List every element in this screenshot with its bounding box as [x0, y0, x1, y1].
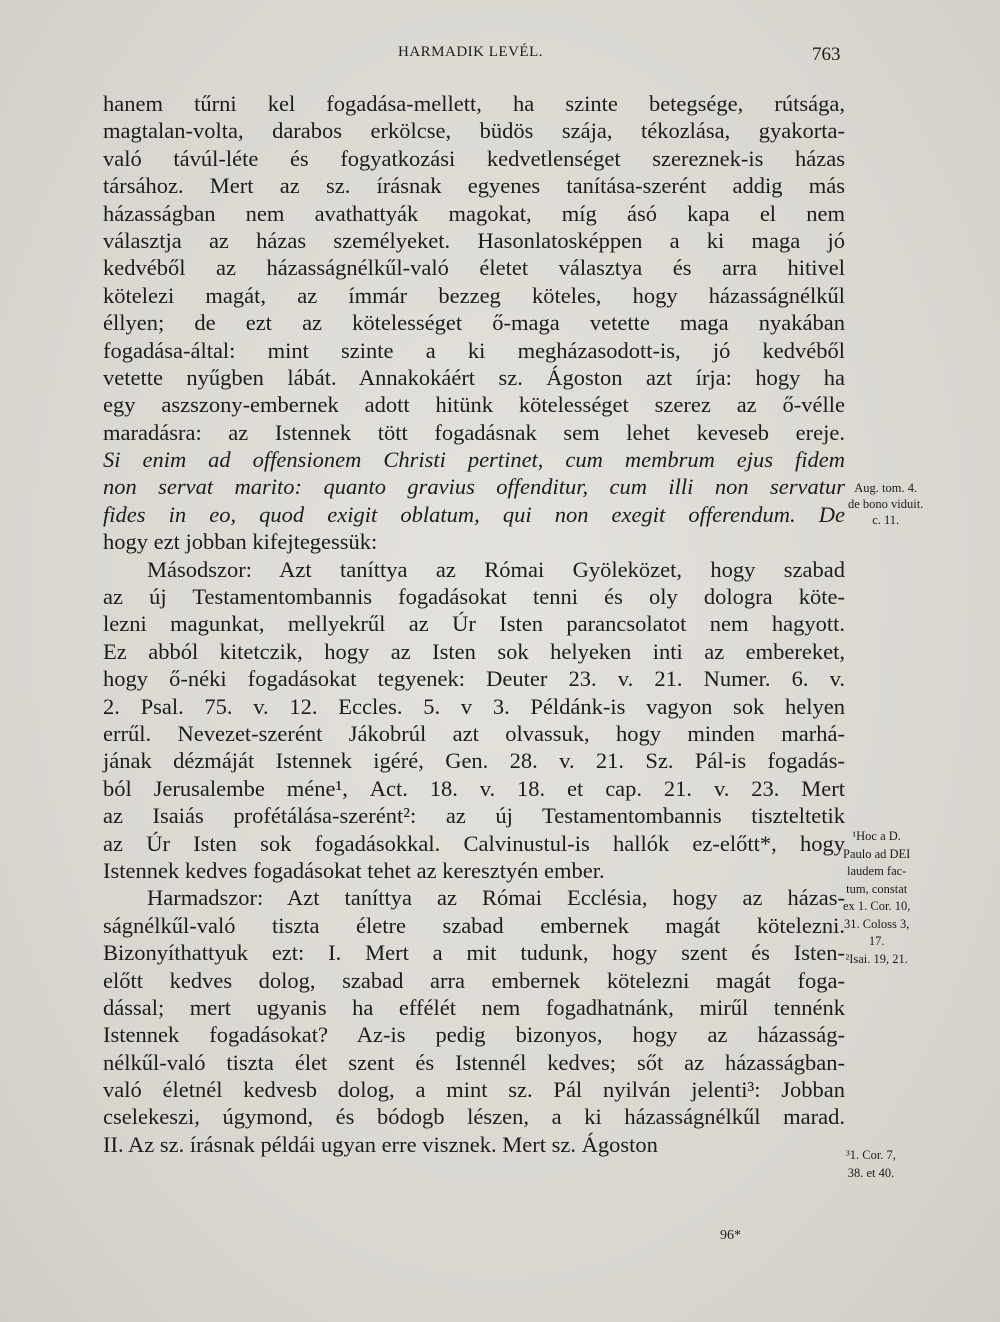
- text-line: jának dézmáját Istennek igéré, Gen. 28. v. 21. Sz. Pál-is fogadás-: [103, 748, 845, 774]
- text-line: kötelezi magát, az ímmár bezzeg köteles, hogy házasságnélkűl: [103, 282, 845, 308]
- text-line: az Isaiás profétálása-szerént²: az új Testamentombannis tiszteltetik: [103, 803, 845, 829]
- text-line: ból Jerusalembe ménе¹, Act. 18. v. 18. et cap. 21. v. 23. Mert: [103, 775, 845, 801]
- text-line: házasságban nem avathattyák magokat, míg ásó kapa el nem: [103, 200, 845, 226]
- text-line: Istennek fogadásokat? Az-is pedig bizonyos, hogy az házasság-: [103, 1022, 845, 1048]
- text-line: hogy ő-néki fogadásokat tegyenek: Deuter 23. v. 21. Numer. 6. v.: [103, 666, 845, 692]
- text-line: az Úr Isten sok fogadásokkal. Calvinustul-is hallók ez-előtt*, hogy: [103, 830, 845, 856]
- text-line: 2. Psal. 75. v. 12. Eccles. 5. v 3. Példánk-is vagyon sok helyen: [103, 693, 845, 719]
- text-line: magtalan-volta, darabos erkölcse, büdös szája, tékozlása, gyakorta-: [103, 118, 845, 144]
- margin-note-line: Aug. tom. 4.: [854, 481, 918, 495]
- text-line: hanem tűrni kel fogadása-mellett, ha szinte betegsége, rútsága,: [103, 91, 845, 116]
- margin-note-line: 31. Coloss 3,: [844, 916, 910, 931]
- margin-note-augustine: [848, 480, 923, 528]
- margin-note-line: ³1. Cor. 7,: [846, 1148, 896, 1162]
- margin-note-line: laudem fac-: [847, 864, 907, 878]
- margin-note-line: ²Isai. 19, 21.: [845, 951, 908, 966]
- text-line: éllyen; de ezt az kötelességet ő-maga vetette maga nyakában: [103, 310, 845, 336]
- running-head: HARMADIK LEVÉL.: [398, 44, 543, 60]
- text-line: maradásra: az Istennek tött fogadásnak sem lehet keveseb ereje.: [103, 419, 845, 445]
- text-line: lezni magunkat, mellyekrűl az Úr Isten parancsolatot nem hagyott.: [103, 611, 845, 637]
- text-line: II. Az sz. írásnak példái ugyan erre visznek. Mert sz. Ágoston: [103, 1131, 658, 1157]
- text-line: való életnél kedvesb dolog, a mint sz. Pál nyilván jelenti³: Jobban: [103, 1077, 845, 1103]
- text-line: fogadása-által: mint szinte a ki megházasodott-is, jó kedvéből: [103, 337, 845, 363]
- text-line: Ez abból kitetczik, hogy az Isten sok helyeken inti az embereket,: [103, 638, 845, 664]
- margin-note-line: 38. et 40.: [847, 1166, 895, 1180]
- margin-note-line: tum, constat: [846, 881, 908, 896]
- paragraph-start-line: Másodszor: Azt taníttya az Római Gyöleközet, hogy szabad: [147, 556, 845, 582]
- margin-note-line: Paulo ad DEI: [843, 846, 911, 861]
- text-line: hogy ezt jobban kifejtegessük:: [103, 529, 378, 555]
- latin-quote-line: non servat marito: quanto gravius offenditur, cum illi non servatur: [103, 474, 845, 500]
- text-line: vetette nyűgben lábát. Annakokáért sz. Ágoston azt írja: hogy ha: [103, 364, 845, 390]
- latin-quote-line: Si enim ad offensionem Christi pertinet, cum membrum ejus fidem: [103, 447, 845, 473]
- text-line: errűl. Nevezet-szerént Jákobrúl azt olvassuk, hogy minden marhá-: [103, 720, 845, 746]
- page-number: 763: [812, 44, 841, 65]
- text-line: egy aszszony-embernek adott hitünk kötelességet szerez az ő-vélle: [103, 392, 845, 418]
- text-line: dással; mert ugyanis ha effélét nem fogadhatnánk, mirűl tennénk: [103, 994, 845, 1020]
- paragraph-start-line: Harmadszor: Azt taníttya az Római Ecclésia, hogy az házas-: [147, 885, 845, 911]
- margin-note-line: ex 1. Cor. 10,: [843, 899, 911, 913]
- text-line: választja az házas személyeket. Hasonlatosképpen a ki maga jó: [103, 227, 845, 253]
- signature-mark: 96*: [720, 1228, 741, 1243]
- text-line: való távúl-léte és fogyatkozási kedvetlenséget szereznek-is házas: [103, 145, 845, 171]
- text-line: előtt kedves dolog, szabad arra embernek kötelezni magát foga-: [103, 967, 845, 993]
- text-line: ságnélkűl-való tiszta életre szabad embernek magát kötelezni.: [103, 912, 845, 938]
- text-line: társához. Mert az sz. írásnak egyenes tanítása-szerént addig más: [103, 173, 845, 199]
- text-line: az új Testamentombannis fogadásokat tenni és oly dologra köte-: [103, 584, 845, 610]
- margin-note-line: ¹Hoc a D.: [852, 829, 901, 843]
- text-line: kedvéből az házasságnélkűl-való életet választya és arra hitivel: [103, 255, 845, 281]
- margin-note-hoc: [843, 828, 910, 968]
- main-text-column: [103, 90, 845, 1158]
- text-line: Istennek kedves fogadásokat tehet az keresztyén ember.: [103, 857, 605, 883]
- margin-note-corinthians: [846, 1146, 896, 1182]
- text-line: nélkűl-való tiszta élet szent és Istennél kedves; sőt az házasságban-: [103, 1049, 845, 1075]
- text-line: cselekeszi, úgymond, és bódogb lészen, a ki házasságnélkűl marad.: [103, 1104, 845, 1130]
- margin-note-line: 17.: [868, 934, 885, 948]
- text-line: Bizonyíthattyuk ezt: I. Mert a mit tudunk, hogy szent és Isten-: [103, 940, 845, 966]
- margin-note-line: c. 11.: [872, 513, 900, 527]
- margin-note-line: de bono viduit.: [848, 497, 924, 511]
- latin-quote-line: fides in eo, quod exigit oblatum, qui non exegit offerendum. De: [103, 501, 845, 527]
